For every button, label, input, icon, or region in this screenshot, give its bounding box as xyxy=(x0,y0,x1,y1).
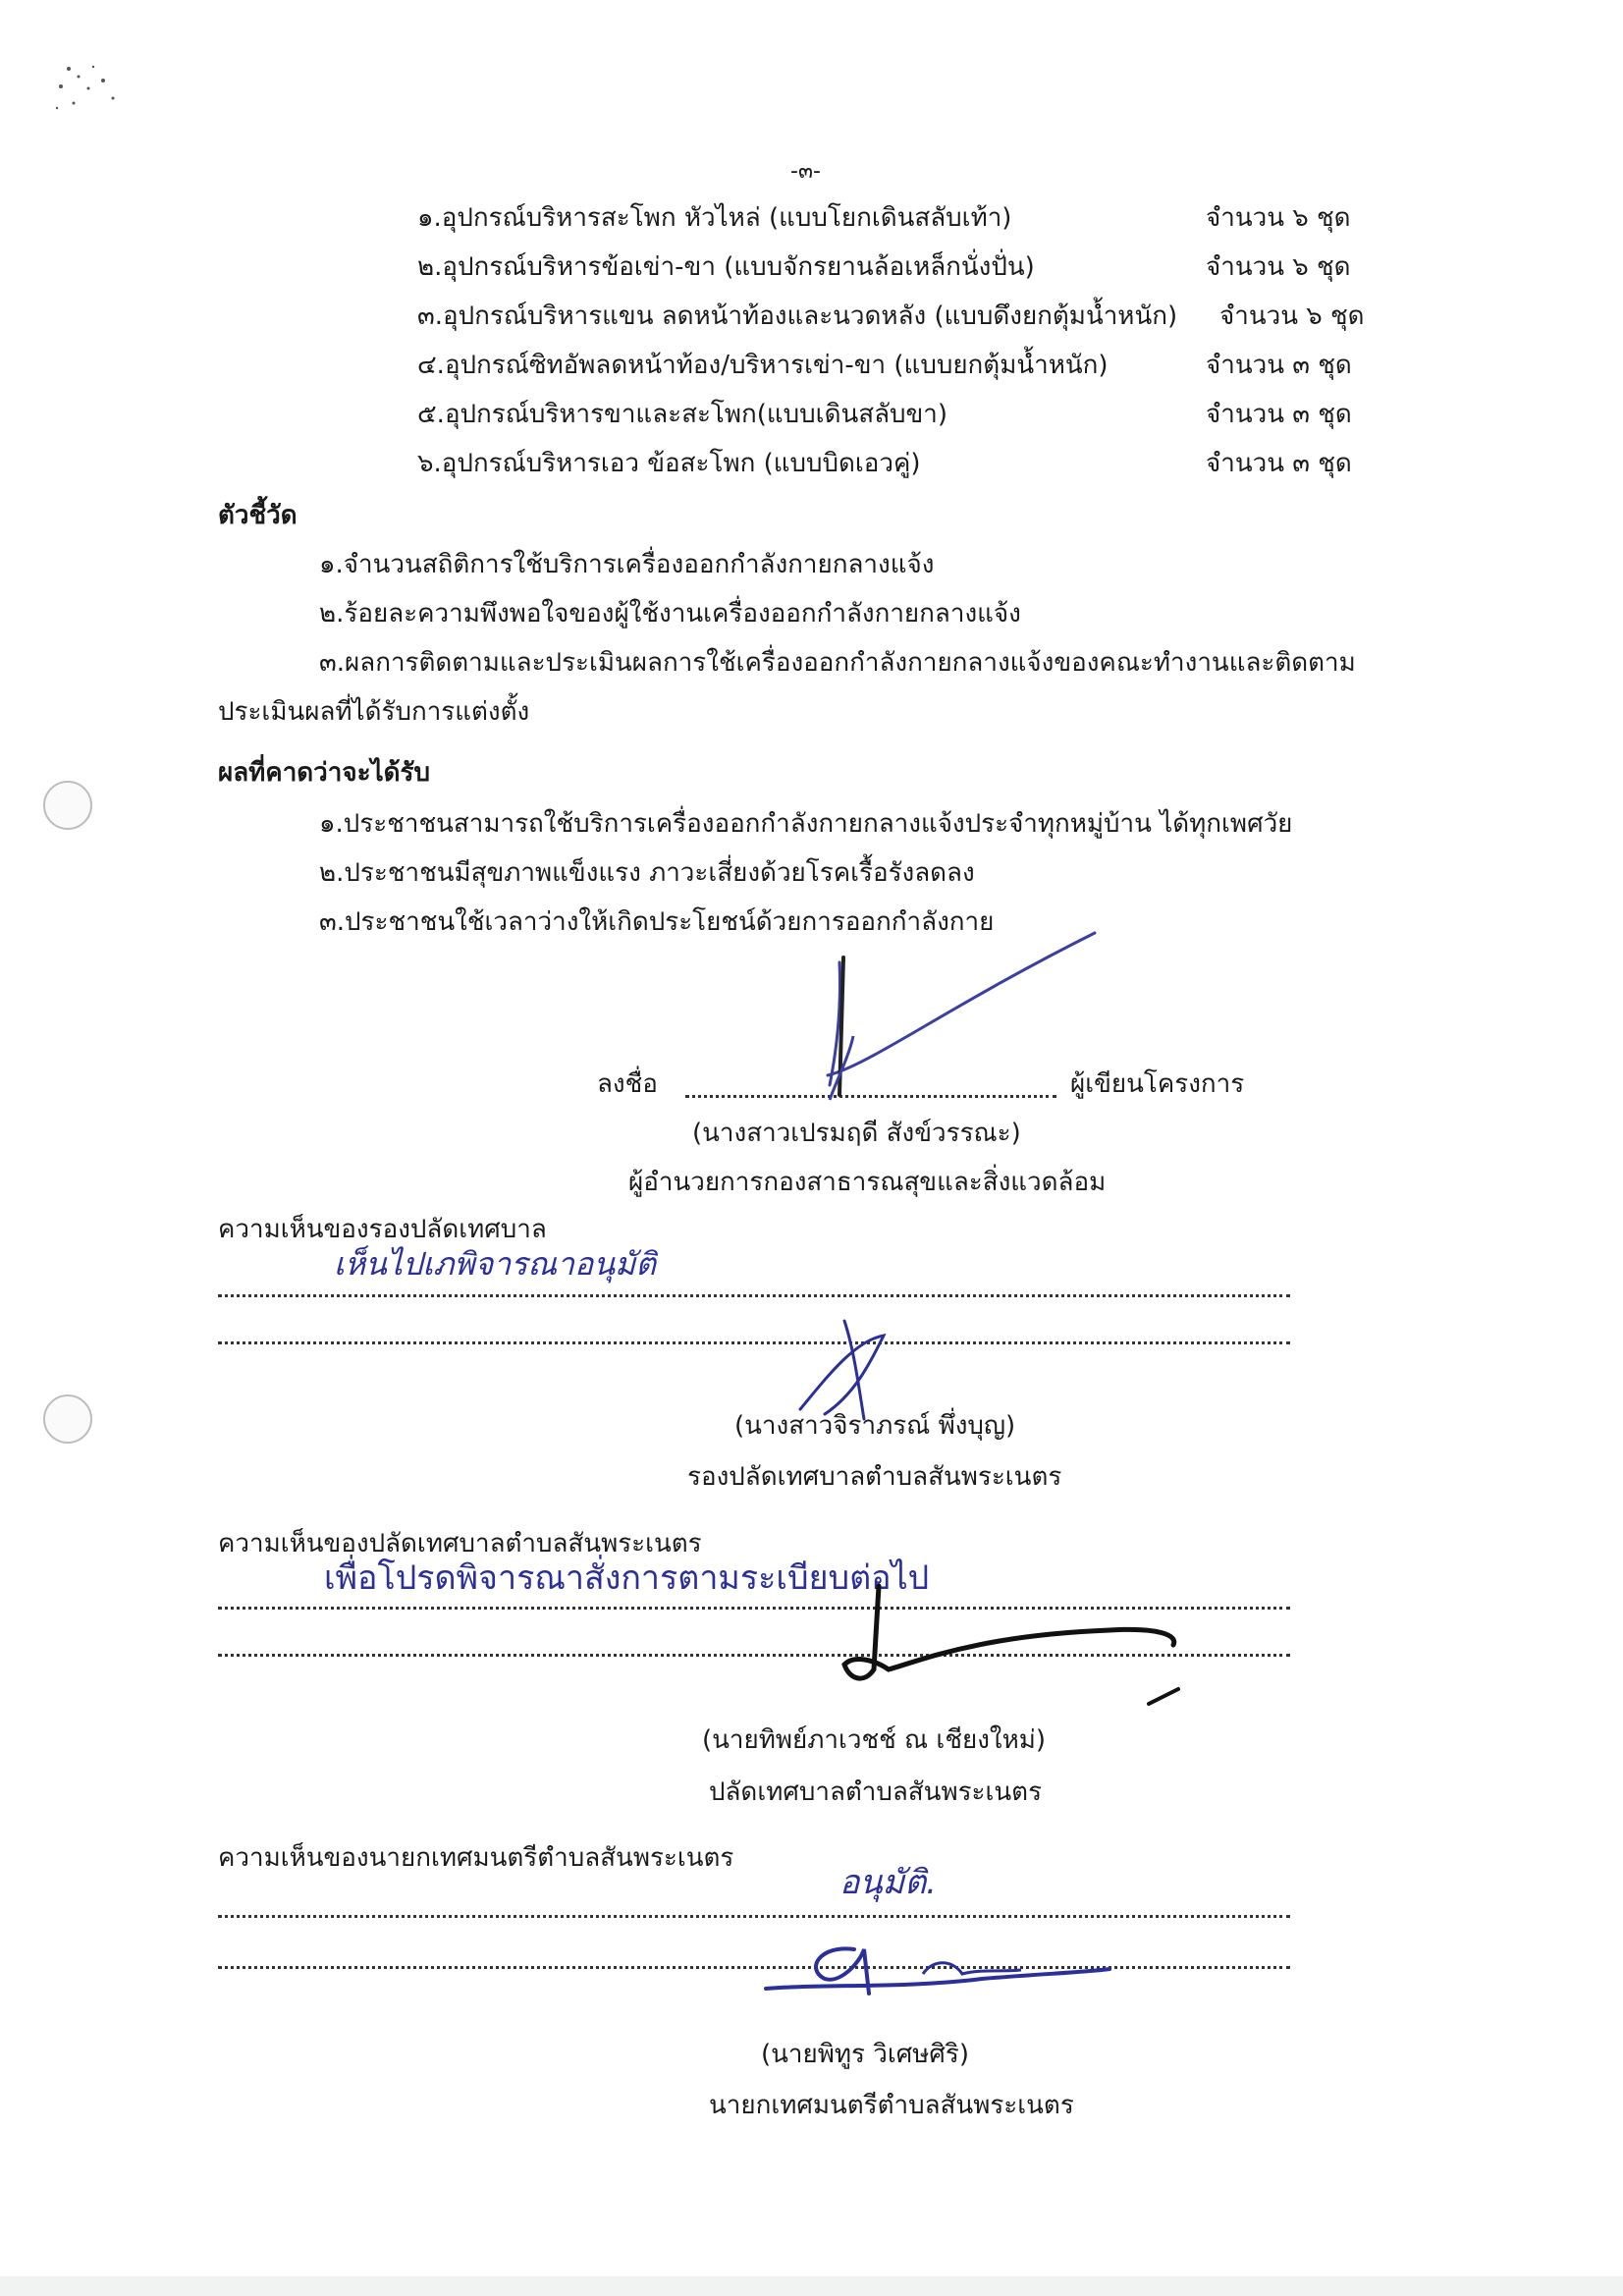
equipment-item-3: ๓.อุปกรณ์บริหารแขน ลดหน้าท้องและนวดหลัง (แบบดึงยกตุ้มน้ำหนัก) xyxy=(417,301,1178,331)
deputy-name: (นางสาวจิราภรณ์ พึ่งบุญ) xyxy=(734,1411,1016,1441)
equipment-item-2: ๒.อุปกรณ์บริหารข้อเข่า-ขา (แบบจักรยานล้อเหล็กนั่งปั่น) xyxy=(417,252,1035,282)
sign-label: ลงชื่อ xyxy=(597,1069,658,1099)
equipment-item-5: ๕.อุปกรณ์บริหารขาและสะโพก(แบบเดินสลับขา) xyxy=(417,400,948,429)
equipment-qty-6: จำนวน ๓ ชุด xyxy=(1206,449,1352,478)
expected-item-3: ๓.ประชาชนใช้เวลาว่างให้เกิดประโยชน์ด้วยการออกกำลังกาย xyxy=(319,907,995,937)
mayor-heading: ความเห็นของนายกเทศมนตรีตำบลสันพระเนตร xyxy=(218,1843,734,1873)
scan-bottom-edge xyxy=(0,2276,1623,2296)
punch-hole-bottom xyxy=(43,1394,92,1444)
indicator-item-1: ๑.จำนวนสถิติการใช้บริการเครื่องออกกำลังกายกลางแจ้ง xyxy=(319,550,935,579)
author-signature xyxy=(810,928,1105,1115)
author-position: ผู้อำนวยการกองสาธารณสุขและสิ่งแวดล้อม xyxy=(628,1168,1107,1197)
deputy-position: รองปลัดเทศบาลตำบลสันพระเนตร xyxy=(687,1462,1062,1492)
author-name: (นางสาวเปรมฤดี สังข์วรรณะ) xyxy=(692,1119,1021,1148)
deputy-heading: ความเห็นของรองปลัดเทศบาล xyxy=(218,1215,547,1244)
expected-item-2: ๒.ประชาชนมีสุขภาพแข็งแรง ภาวะเสี่ยงด้วยโรคเรื้อรังลดลง xyxy=(319,858,975,888)
clerk-position: ปลัดเทศบาลตำบลสันพระเนตร xyxy=(709,1777,1043,1807)
scan-specks xyxy=(49,59,137,137)
indicators-heading: ตัวชี้วัด xyxy=(218,501,298,530)
punch-hole-top xyxy=(43,781,92,830)
deputy-line-2 xyxy=(218,1341,1290,1344)
deputy-line-1 xyxy=(218,1294,1290,1297)
deputy-handwritten-note: เห็นไปเภพิจารณาอนุมัติ xyxy=(334,1245,656,1283)
indicator-item-2: ๒.ร้อยละความพึงพอใจของผู้ใช้งานเครื่องออกกำลังกายกลางแจ้ง xyxy=(319,599,1021,629)
mayor-name: (นายพิทูร วิเศษศิริ) xyxy=(761,2040,969,2069)
equipment-qty-4: จำนวน ๓ ชุด xyxy=(1206,351,1352,380)
equipment-qty-2: จำนวน ๖ ชุด xyxy=(1206,252,1351,282)
clerk-heading: ความเห็นของปลัดเทศบาลตำบลสันพระเนตร xyxy=(218,1529,702,1558)
mayor-position: นายกเทศมนตรีตำบลสันพระเนตร xyxy=(709,2091,1074,2120)
mayor-handwritten-note: อนุมัติ. xyxy=(839,1863,937,1902)
equipment-item-1: ๑.อุปกรณ์บริหารสะโพก หัวไหล่ (แบบโยกเดินสลับเท้า) xyxy=(417,203,1012,233)
equipment-qty-5: จำนวน ๓ ชุด xyxy=(1206,400,1352,429)
expected-item-1: ๑.ประชาชนสามารถใช้บริการเครื่องออกกำลังกายกลางแจ้งประจำทุกหมู่บ้าน ได้ทุกเพศวัย xyxy=(319,809,1293,839)
equipment-item-4: ๔.อุปกรณ์ซิทอัพลดหน้าท้อง/บริหารเข่า-ขา (แบบยกตุ้มน้ำหนัก) xyxy=(417,351,1109,380)
clerk-handwritten-note: เพื่อโปรดพิจารณาสั่งการตามระเบียบต่อไป xyxy=(324,1558,930,1598)
indicator-item-3-continued: ประเมินผลที่ได้รับการแต่งตั้ง xyxy=(218,697,530,727)
equipment-qty-1: จำนวน ๖ ชุด xyxy=(1206,203,1351,233)
clerk-name: (นายทิพย์ภาเวชช์ ณ เชียงใหม่) xyxy=(702,1725,1047,1755)
mayor-line-1 xyxy=(218,1915,1290,1918)
page-number: -๓- xyxy=(790,159,821,184)
equipment-item-6: ๖.อุปกรณ์บริหารเอว ข้อสะโพก (แบบบิดเอวคู่) xyxy=(417,449,921,478)
indicator-item-3: ๓.ผลการติดตามและประเมินผลการใช้เครื่องออกกำลังกายกลางแจ้งของคณะทำงานและติดตาม xyxy=(319,648,1356,678)
author-role: ผู้เขียนโครงการ xyxy=(1070,1069,1245,1099)
expected-heading: ผลที่คาดว่าจะได้รับ xyxy=(218,758,431,788)
clerk-signature xyxy=(835,1576,1208,1723)
mayor-signature xyxy=(727,1935,1119,2023)
equipment-qty-3: จำนวน ๖ ชุด xyxy=(1219,301,1365,331)
